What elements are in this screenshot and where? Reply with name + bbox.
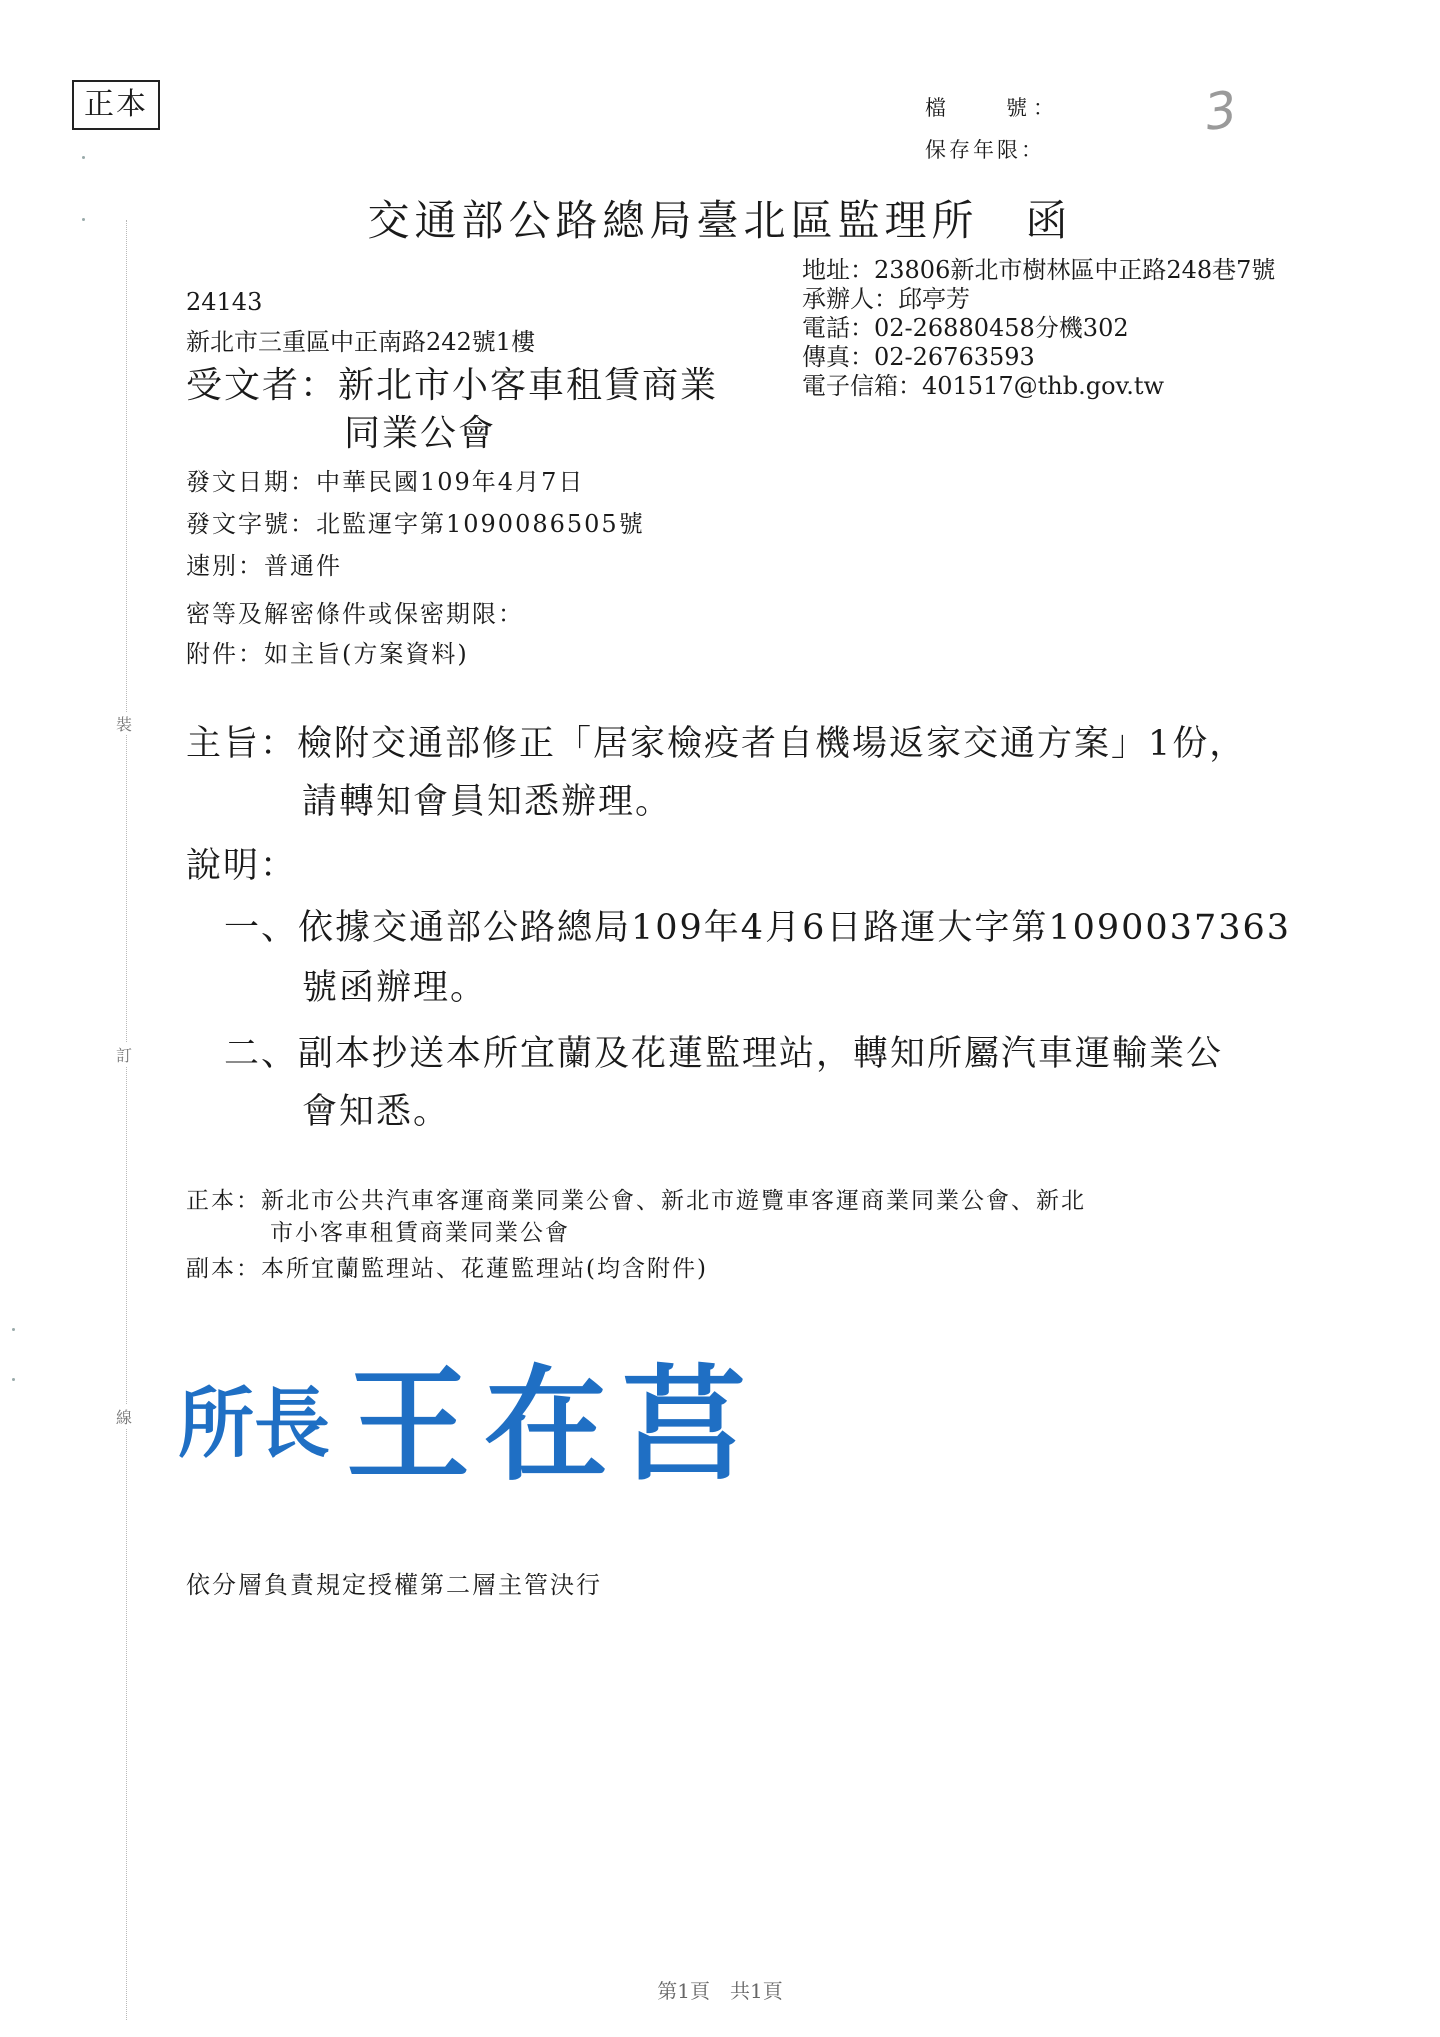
sender-phone: 電話：02-26880458分機302 bbox=[802, 314, 1129, 342]
sender-info bbox=[802, 256, 1275, 401]
recipient-line-2: 同業公會 bbox=[344, 413, 497, 454]
binding-mark-ding: 訂 bbox=[116, 1043, 132, 1066]
sender-fax: 傳真：02-26763593 bbox=[802, 343, 1035, 371]
original-recipients-cont: 市小客車租賃商業同業公會 bbox=[270, 1220, 570, 1246]
recipient-line-1: 受文者：新北市小客車租賃商業 bbox=[186, 365, 719, 406]
binding-mark-zhuang: 裝 bbox=[116, 712, 132, 735]
issue-date: 發文日期：中華民國109年4月7日 bbox=[186, 468, 585, 496]
original-copy-stamp: 正本 bbox=[72, 80, 160, 130]
authorization-note: 依分層負責規定授權第二層主管決行 bbox=[186, 1571, 602, 1599]
binding-line bbox=[126, 220, 127, 2020]
signature-title: 所長 bbox=[178, 1379, 330, 1468]
scan-speck bbox=[12, 1378, 15, 1381]
recipient-postal-code: 24143 bbox=[186, 288, 263, 316]
recipient-address: 新北市三重區中正南路242號1樓 bbox=[186, 328, 536, 356]
page-footer: 第1頁 共1頁 bbox=[657, 1979, 783, 2003]
subject-line-1: 主旨：檢附交通部修正「居家檢疫者自機場返家交通方案」1份， bbox=[186, 724, 1247, 764]
sender-email: 電子信箱：401517@thb.gov.tw bbox=[802, 372, 1165, 400]
sender-handler: 承辦人：邱亭芳 bbox=[802, 285, 970, 313]
signature-name: 王在莒 bbox=[346, 1354, 761, 1498]
explanation-item-2: 二、副本抄送本所宜蘭及花蓮監理站，轉知所屬汽車運輸業公 bbox=[224, 1034, 1224, 1074]
recipient bbox=[186, 362, 718, 458]
sender-address: 地址：23806新北市樹林區中正路248巷7號 bbox=[802, 256, 1276, 284]
scan-speck bbox=[12, 1328, 15, 1331]
scan-speck bbox=[82, 156, 85, 159]
retention-period-label: 保存年限： bbox=[925, 138, 1045, 162]
secrecy-level: 密等及解密條件或保密期限： bbox=[186, 600, 524, 628]
copy-recipients: 副本：本所宜蘭監理站、花蓮監理站(均含附件) bbox=[186, 1256, 708, 1282]
document-title: 交通部公路總局臺北區監理所 函 bbox=[367, 196, 1073, 245]
explanation-heading: 說明： bbox=[186, 846, 298, 886]
director-signature-stamp bbox=[178, 1350, 778, 1500]
explanation-item-1-cont: 號函辦理。 bbox=[302, 968, 488, 1008]
binding-mark-xian: 線 bbox=[116, 1405, 132, 1428]
delivery-speed: 速別：普通件 bbox=[186, 552, 342, 580]
attachment-field: 附件：如主旨(方案資料) bbox=[186, 640, 469, 668]
explanation-item-2-cont: 會知悉。 bbox=[302, 1092, 451, 1132]
original-recipients: 正本：新北市公共汽車客運商業同業公會、新北市遊覽車客運商業同業公會、新北 bbox=[186, 1188, 1086, 1214]
file-number-label: 檔 號： bbox=[925, 96, 1060, 120]
document-number: 發文字號：北監運字第1090086505號 bbox=[186, 510, 645, 538]
subject-line-2: 請轉知會員知悉辦理。 bbox=[302, 782, 673, 822]
handwritten-mark: 3 bbox=[1201, 80, 1241, 142]
explanation-item-1: 一、依據交通部公路總局109年4月6日路運大字第1090037363 bbox=[224, 908, 1292, 948]
